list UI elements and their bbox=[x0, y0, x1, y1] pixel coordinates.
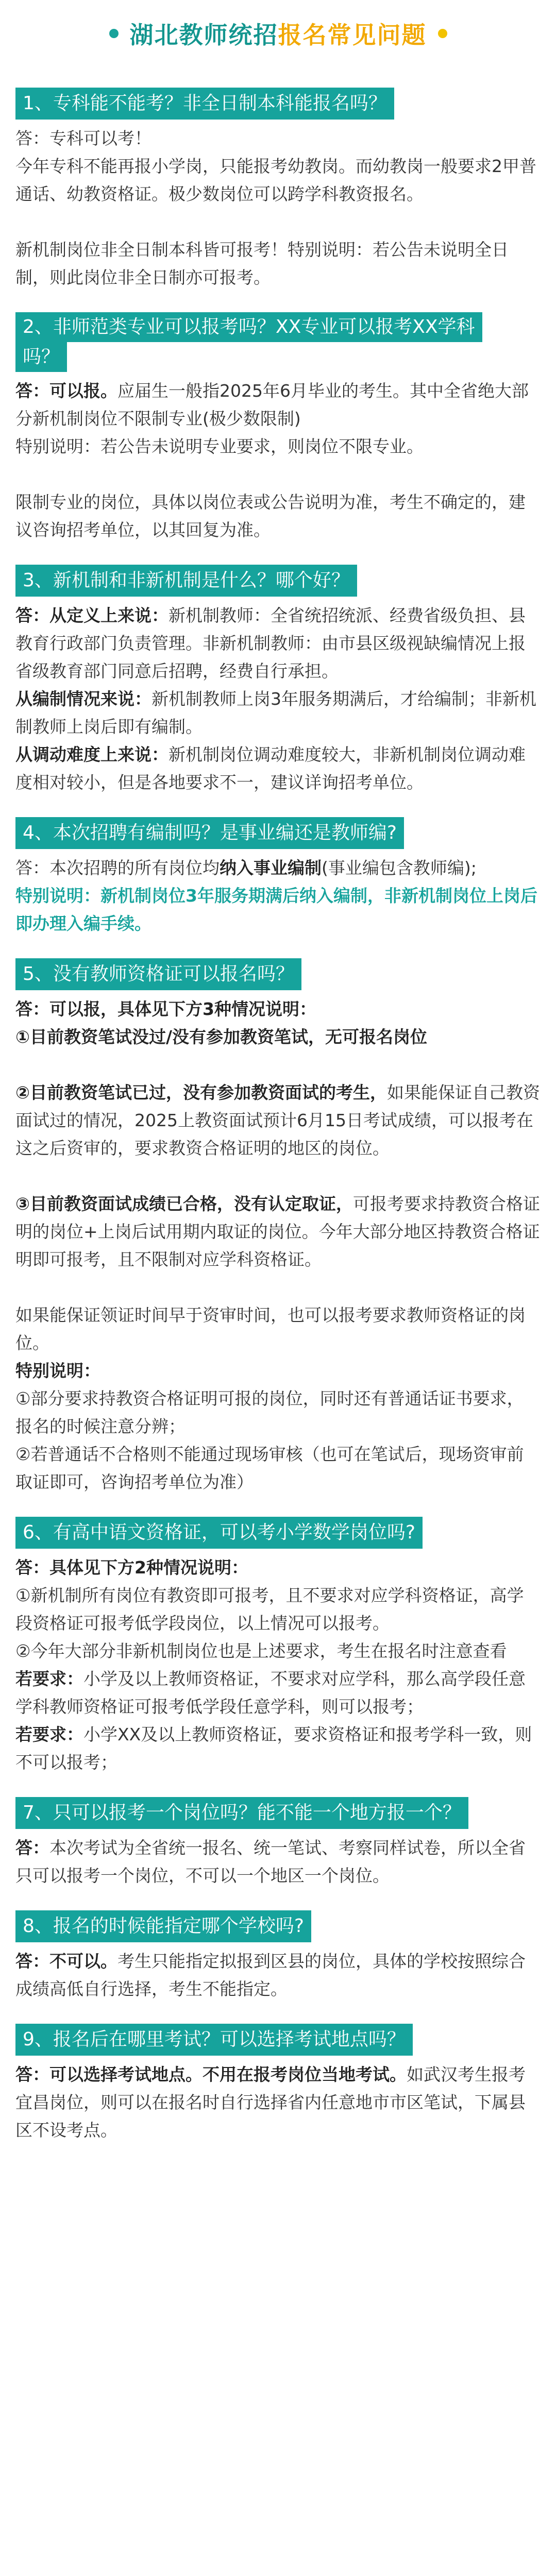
answer-5-line-4 bbox=[15, 1190, 541, 1274]
answer-7-line-1 bbox=[15, 1834, 541, 1890]
answer-6-rest-4: 小学及以上教师资格证，不要求对应学科，那么高学段任意学科教师资格证可报考低学段任意学科，则可以报考； bbox=[15, 1669, 526, 1717]
faq-section-8 bbox=[0, 1890, 556, 2003]
answer-6-line-3: ②今年大部分非新机制岗位也是上述要求，考生在报名时注意查看 bbox=[15, 1641, 507, 1661]
question-1: 1、专科能不能考？非全日制本科能报名吗？ bbox=[15, 88, 394, 120]
answer-3-lead-1: 答：从定义上来说： bbox=[15, 605, 169, 625]
answer-3-lead-3: 从调动难度上来说： bbox=[15, 744, 169, 765]
answer-4-post: (事业编包含教师编); bbox=[322, 858, 477, 878]
answer-6-line-2: ①新机制所有岗位有教资即可报考，且不要求对应学科资格证，高学段资格证可报考低学段岗位，以上情况可以报考。 bbox=[15, 1585, 524, 1633]
answer-3-line-2 bbox=[15, 685, 541, 741]
answer-6-lead-5: 若要求： bbox=[15, 1724, 83, 1744]
faq-section-6 bbox=[0, 1496, 556, 1776]
question-3: 3、新机制和非新机制是什么？哪个好？ bbox=[15, 565, 357, 597]
answer-5-line-6: 特别说明： bbox=[15, 1361, 100, 1381]
answer-5-line-7: ①部分要求持教资合格证明可报的岗位，同时还有普通话证书要求，报名的时候注意分辨； bbox=[15, 1388, 524, 1436]
faq-section-1 bbox=[0, 67, 556, 292]
question-8: 8、报名的时候能指定哪个学校吗? bbox=[15, 1910, 311, 1942]
answer-6-line-5 bbox=[15, 1721, 541, 1776]
answer-3-rest-2: 新机制教师上岗3年服务期满后，才给编制；非新机制教师上岗后即有编制。 bbox=[15, 689, 536, 737]
faq-section-3 bbox=[0, 544, 556, 796]
answer-5-line-5: 如果能保证领证时间早于资审时间，也可以报考要求教师资格证的岗位。 bbox=[15, 1305, 526, 1353]
answer-9-rest: 如武汉考生报考宜昌岗位，则可以在报名时自行选择省内任意地市市区笔试，下属县区不设考点。 bbox=[15, 2064, 526, 2140]
answer-3-rest-1: 新机制教师：全省统招统派、经费省级负担、县教育行政部门负责管理。非新机制教师：由市县区级视缺编情况上报省级教育部门同意后招聘，经费自行承担。 bbox=[15, 605, 526, 681]
question-5: 5、没有教师资格证可以报名吗？ bbox=[15, 958, 301, 990]
question-7: 7、只可以报考一个岗位吗？能不能一个地方报一个？ bbox=[15, 1797, 468, 1829]
answer-4-bold: 纳入事业编制 bbox=[220, 858, 322, 878]
answer-4-line-1 bbox=[15, 854, 541, 882]
answer-7-pre: 答： bbox=[15, 1838, 49, 1858]
title-main: 湖北教师统招 bbox=[129, 21, 278, 49]
answer-5-line-3 bbox=[15, 1079, 541, 1162]
question-2-line-2: 吗？ bbox=[15, 342, 67, 372]
answer-1-line-1: 答：专科可以考！ bbox=[15, 128, 151, 148]
answer-7-post: ，不可以一个地区一个岗位。 bbox=[169, 1866, 390, 1886]
faq-section-4 bbox=[0, 796, 556, 938]
answer-5-line-8: ②若普通话不合格则不能通过现场审核（也可在笔试后，现场资审前取证即可，咨询招考单位为准） bbox=[15, 1444, 524, 1492]
question-6: 6、有高中语文资格证，可以考小学数学岗位吗? bbox=[15, 1517, 423, 1549]
answer-6-line-1: 答：具体见下方2种情况说明： bbox=[15, 1557, 248, 1578]
answer-4-pre: 答：本次招聘的所有岗位均 bbox=[15, 858, 220, 878]
answer-1-line-2: 今年专科不能再报小学岗，只能报考幼教岗。而幼教岗一般要求2甲普通话、幼教资格证。极少数岗位可以跨学科教资报名。 bbox=[15, 156, 536, 204]
answer-8-line-1 bbox=[15, 1947, 541, 2003]
answer-2-line-2: 特别说明：若公告未说明专业要求，则岗位不限专业。 bbox=[15, 436, 424, 456]
answer-8-lead: 答：不可以。 bbox=[15, 1951, 117, 1971]
faq-section-2 bbox=[0, 312, 556, 544]
faq-section-9 bbox=[0, 2003, 556, 2144]
answer-5-rest-3: 如果能保证自己教资面试过的情况，2025上教资面试预计6月15日考试成绩，可以报考在这之后资审的，要求教资合格证明的地区的岗位。 bbox=[15, 1082, 540, 1158]
answer-2-lead: 答：可以报。 bbox=[15, 381, 117, 401]
answer-3-line-3 bbox=[15, 741, 541, 796]
answer-3-lead-2: 从编制情况来说： bbox=[15, 689, 151, 709]
title-accent: 报名常见问题 bbox=[278, 21, 427, 49]
answer-6-rest-5: 小学XX及以上教师资格证，要求资格证和报考学科一致，则不可以报考； bbox=[15, 1724, 532, 1772]
question-2-line-1: 2、非师范类专业可以报考吗？XX专业可以报考XX学科 bbox=[15, 312, 482, 342]
answer-2-rest: 应届生一般指2025年6月毕业的考生。其中全省绝大部分新机制岗位不限制专业(极少数限制) bbox=[15, 381, 529, 429]
question-9: 9、报名后在哪里考试？可以选择考试地点吗？ bbox=[15, 2024, 413, 2056]
page-title bbox=[0, 0, 556, 67]
answer-5-lead-4: ③目前教资面试成绩已合格，没有认定取证， bbox=[15, 1194, 353, 1214]
answer-3-rest-3: 新机制岗位调动难度较大，非新机制岗位调动难度相对较小，但是各地要求不一，建议详询招考单位。 bbox=[15, 744, 526, 792]
faq-section-5 bbox=[0, 938, 556, 1496]
question-4: 4、本次招聘有编制吗？是事业编还是教师编? bbox=[15, 817, 404, 849]
answer-8-rest: 考生只能指定拟报到区县的岗位，具体的学校按照综合成绩高低自行选择，考生不能指定。 bbox=[15, 1951, 526, 1999]
answer-5-rest-4: 可报考要求持教资合格证明的岗位+上岗后试用期内取证的岗位。今年大部分地区持教资合格证明即可报考，且不限制对应学科资格证。 bbox=[15, 1194, 540, 1269]
answer-4-line-2: 特别说明：新机制岗位3年服务期满后纳入编制，非新机制岗位上岗后即办理入编手续。 bbox=[15, 886, 537, 934]
answer-6-line-4 bbox=[15, 1665, 541, 1721]
answer-5-line-2: ①目前教资笔试没过/没有参加教资笔试，无可报名岗位 bbox=[15, 1027, 427, 1047]
answer-2-line-1 bbox=[15, 377, 541, 433]
answer-5-lead-3: ②目前教资笔试已过，没有参加教资面试的考生， bbox=[15, 1082, 387, 1103]
answer-9-line-1 bbox=[15, 2061, 541, 2144]
answer-1-line-3: 新机制岗位非全日制本科皆可报考！特别说明：若公告未说明全日制，则此岗位非全日制亦可报考。 bbox=[15, 240, 509, 287]
answer-3-line-1 bbox=[15, 602, 541, 685]
title-dot-left bbox=[109, 29, 119, 38]
faq-section-7 bbox=[0, 1776, 556, 1890]
answer-2-line-3: 限制专业的岗位，具体以岗位表或公告说明为准，考生不确定的，建议咨询招考单位，以其回复为准。 bbox=[15, 492, 526, 540]
answer-5-line-1: 答：可以报，具体见下方3种情况说明： bbox=[15, 999, 316, 1019]
answer-7-mid: 本次考试为全省统一报名、统一笔试、考察同样试卷，所以全省只可以报考一个岗位 bbox=[15, 1838, 526, 1886]
answer-6-lead-4: 若要求： bbox=[15, 1669, 83, 1689]
title-dot-right bbox=[438, 29, 447, 38]
answer-9-lead: 答：可以选择考试地点。不用在报考岗位当地考试。 bbox=[15, 2064, 407, 2084]
